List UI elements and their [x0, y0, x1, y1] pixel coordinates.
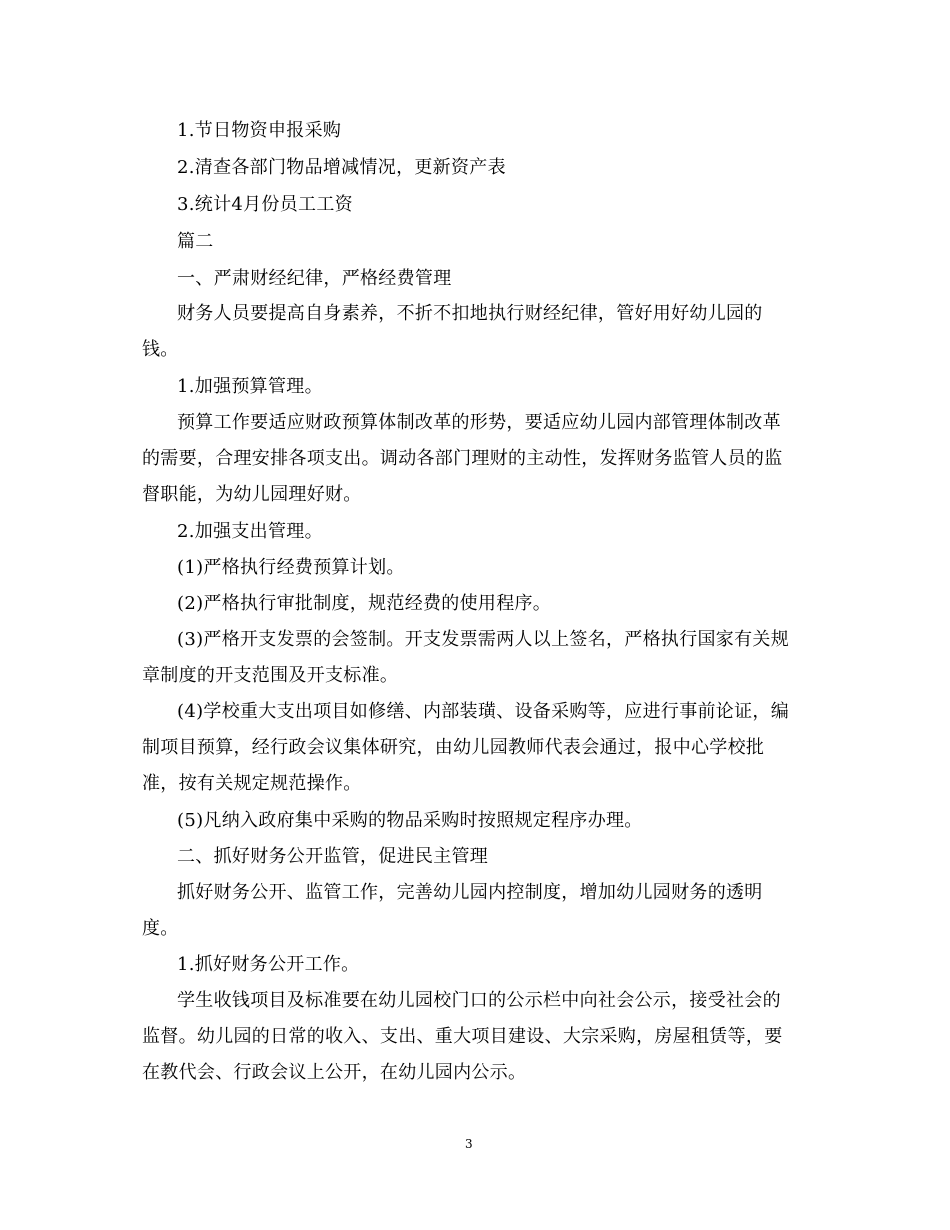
list-item-asset-update: 2.清查各部门物品增减情况，更新资产表	[177, 157, 506, 178]
paragraph-line: 财务人员要提高自身素养，不折不扣地执行财经纪律，管好用好幼儿园的	[177, 303, 763, 324]
subheading-disclosure-work: 1.抓好财务公开工作。	[177, 954, 360, 975]
subheading-expenditure-management: 2.加强支出管理。	[177, 521, 323, 542]
paragraph-line: 抓好财务公开、监管工作，完善幼儿园内控制度，增加幼儿园财务的透明	[177, 882, 763, 903]
list-item-holiday-supplies: 1.节日物资申报采购	[177, 120, 342, 141]
paragraph-line: 监督。幼儿园的日常的收入、支出、重大项目建设、大宗采购，房屋租赁等，要	[142, 1026, 783, 1047]
list-item-april-salary: 3.统计4月份员工工资	[177, 194, 353, 215]
page-number: 3	[465, 1137, 473, 1151]
list-item-approval-system: (2)严格执行审批制度，规范经费的使用程序。	[177, 593, 552, 614]
paragraph-line: 制项目预算，经行政会议集体研究，由幼儿园教师代表会通过，报中心学校批	[142, 737, 765, 758]
paragraph-line: 章制度的开支范围及开支标准。	[142, 665, 399, 686]
paragraph-line: 度。	[142, 918, 179, 939]
subheading-budget-management: 1.加强预算管理。	[177, 376, 323, 397]
paragraph-line: 学生收钱项目及标准要在幼儿园校门口的公示栏中向社会公示，接受社会的	[177, 990, 781, 1011]
list-item-major-expenditure: (4)学校重大支出项目如修缮、内部装璜、设备采购等，应进行事前论证，编	[177, 701, 789, 722]
paragraph-line: 钱。	[142, 339, 179, 360]
list-item-budget-plan: (1)严格执行经费预算计划。	[177, 557, 405, 578]
heading-financial-disclosure: 二、抓好财务公开监管，促进民主管理	[177, 846, 489, 867]
paragraph-line: 的需要，合理安排各项支出。调动各部门理财的主动性，发挥财务监管人员的监	[142, 448, 783, 469]
list-item-government-procurement: (5)凡纳入政府集中采购的物品采购时按照规定程序办理。	[177, 810, 643, 831]
heading-financial-discipline: 一、严肃财经纪律，严格经费管理	[177, 268, 452, 289]
list-item-invoice-countersign: (3)严格开支发票的会签制。开支发票需两人以上签名，严格执行国家有关规	[177, 629, 789, 650]
paragraph-line: 在教代会、行政会议上公开，在幼儿园内公示。	[142, 1062, 527, 1083]
paragraph-line: 督职能，为幼儿园理好财。	[142, 484, 362, 505]
section-heading-part-two: 篇二	[177, 231, 214, 252]
paragraph-line: 预算工作要适应财政预算体制改革的形势，要适应幼儿园内部管理体制改革	[177, 412, 781, 433]
paragraph-line: 准，按有关规定规范操作。	[142, 773, 362, 794]
